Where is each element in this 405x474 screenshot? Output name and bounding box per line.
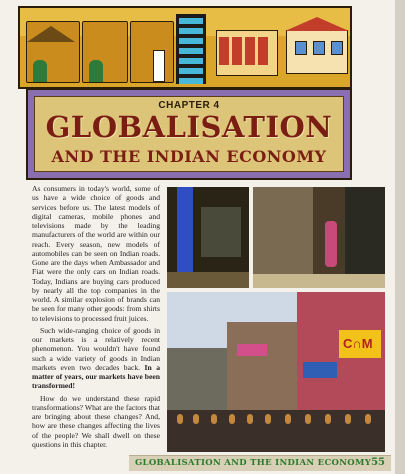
crowd [167,410,385,452]
title-panel [34,96,344,172]
basket-icon [153,50,165,82]
photo-market-street [167,292,385,452]
house-illustration [286,30,348,74]
shop-sign-pink [237,344,267,356]
shop-sign-text: C∩M [343,336,373,351]
photo-shopping-mall [253,187,385,288]
paragraph-1: As consumers in today's world, some of us have a wide choice of goods and services before us. The latest models of digital cameras, mobile phones and televisions made by the leading manufacturers of the world are within our reach. Every season, new models of automobiles can be seen on Indian roads. Gone are the days when Ambassador and Fiat were the only cars on Indian roads. Today, Indians are buying cars produced by nearly all the top companies in the world. A similar explosion of brands can be seen for many other goods: from shirts to televisions to processed fruit juices. [32,184,160,323]
clothes-shop-illustration [216,30,278,76]
body-text-column [32,184,160,452]
shop-sign-blue [303,362,337,378]
paragraph-3: How do we understand these rapid transformations? What are the factors that are bringing about these changes? And, how are these changes affecting the lives of the people? We shall dwell on these questions in this chapter. [32,393,160,449]
illustrated-banner [18,6,352,89]
chapter-title-box [26,88,352,180]
farmer-illustration [130,21,174,83]
page-footer [129,455,391,471]
hut-roof-icon [27,26,75,42]
paragraph-2-text: Such wide-ranging choice of goods in our markets is a relatively recent phenomenon. You wouldn't have found such a wide variety of goods in Indian markets even two decades back. [32,325,160,372]
tree-icon [89,60,103,82]
footer-title: GLOBALISATION AND THE INDIAN ECONOMY [135,458,372,468]
page-number: 55 [371,457,385,468]
chapter-title: GLOBALISATION [45,110,333,144]
villager-illustration [82,21,128,83]
hut-illustration [26,21,80,83]
page-edge [395,0,405,474]
chapter-number: CHAPTER 4 [158,100,220,111]
person-figure-icon [33,60,47,82]
shelves-illustration [176,14,206,84]
chapter-subtitle: AND THE INDIAN ECONOMY [51,147,327,166]
paragraph-2-emphasis: In a matter of years, our markets have been transformed! [32,362,160,391]
shopper-figure [325,221,337,267]
photo-store-entrance [167,187,249,288]
paragraph-2 [32,326,160,391]
house-roof-icon [285,17,349,31]
